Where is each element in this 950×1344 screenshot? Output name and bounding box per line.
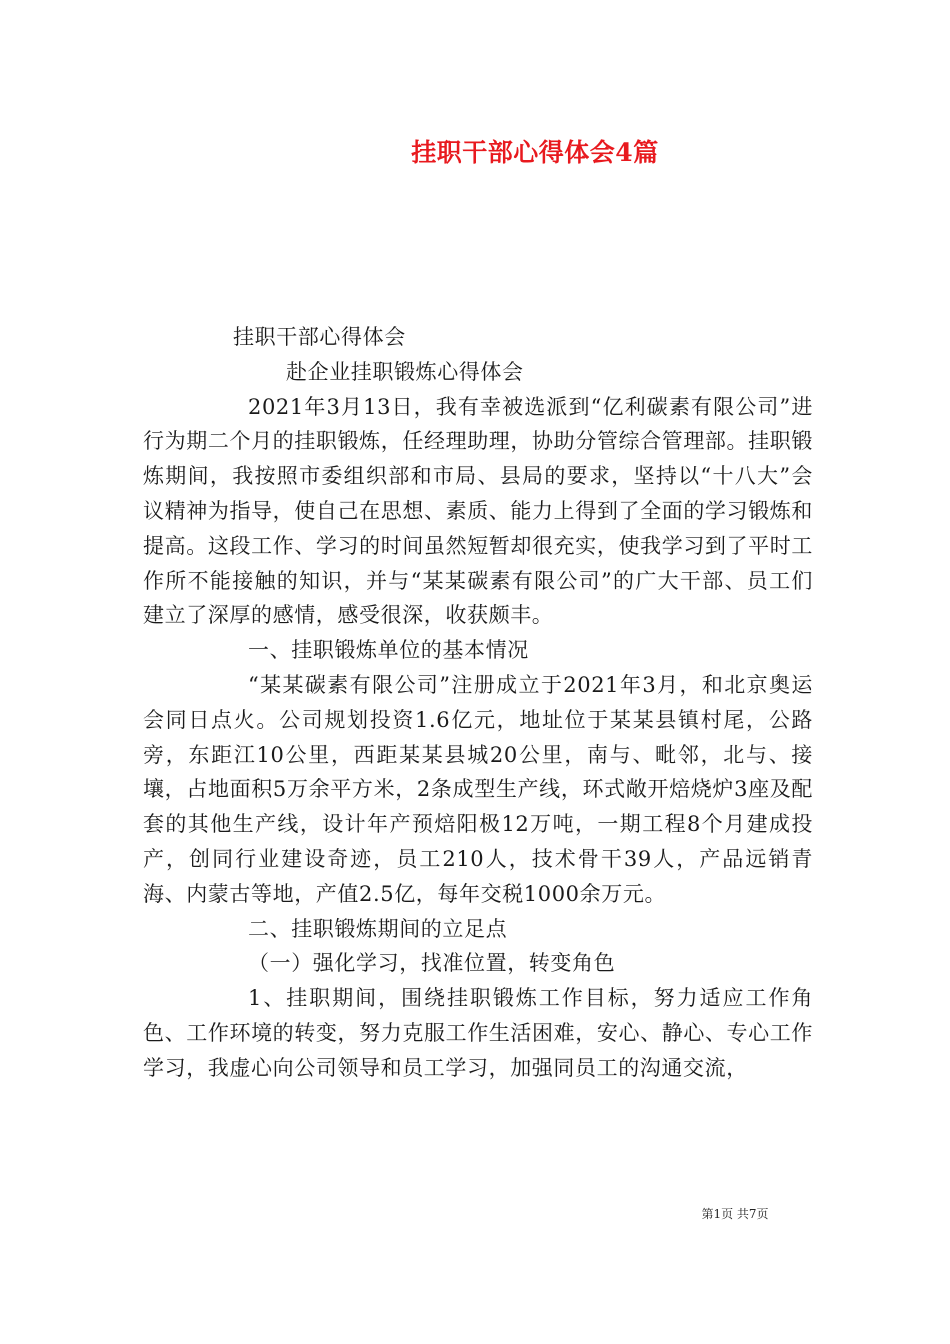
subsection-heading-1: （一）强化学习，找准位置，转变角色 bbox=[248, 951, 616, 976]
paragraph-study: 1、挂职期间，围绕挂职锻炼工作目标，努力适应工作角色、工作环境的转变，努力克服工作生活困难，安心、静心、专心工作学习，我虚心向公司领导和员工学习，加强同员工的沟通交流， bbox=[143, 986, 813, 1080]
document-subtitle: 赴企业挂职锻炼心得体会 bbox=[286, 359, 524, 384]
document-body bbox=[143, 320, 813, 1086]
paragraph-intro: 2021年3月13日，我有幸被选派到“亿利碳素有限公司”进行为期二个月的挂职锻炼，任经理助理，协助分管综合管理部。挂职锻炼期间，我按照市委组织部和市局、县局的要求，坚持以“十八大”会议精神为指导，使自己在思想、素质、能力上得到了全面的学习锻炼和提高。这段工作、学习的时间虽然短暂却很充实，使我学习到了平时工作所不能接触的知识，并与“某某碳素有限公司”的广大干部、员工们建立了深厚的感情，感受很深，收获颇丰。 bbox=[143, 394, 813, 628]
page-title: 挂职干部心得体会4篇 bbox=[411, 138, 659, 167]
paragraph-company: “某某碳素有限公司”注册成立于2021年3月，和北京奥运会同日点火。公司规划投资1.6亿元，地址位于某某县镇村尾，公路旁，东距江10公里，西距某某县城20公里，南与、毗邻，北与、接壤，占地面积5万余平方米，2条成型生产线，环式敞开焙烧炉3座及配套的其他生产线，设计年产预焙阳极12万吨，一期工程8个月建成投产，创同行业建设奇迹，员工210人，技术骨干39人，产品远销青海、内蒙古等地，产值2.5亿，每年交税1000余万元。 bbox=[143, 672, 813, 906]
document-heading: 挂职干部心得体会 bbox=[233, 325, 406, 349]
page-footer: 第1页 共7页 bbox=[701, 1207, 769, 1221]
section-heading-2: 二、挂职锻炼期间的立足点 bbox=[248, 916, 508, 941]
section-heading-1: 一、挂职锻炼单位的基本情况 bbox=[248, 638, 529, 663]
